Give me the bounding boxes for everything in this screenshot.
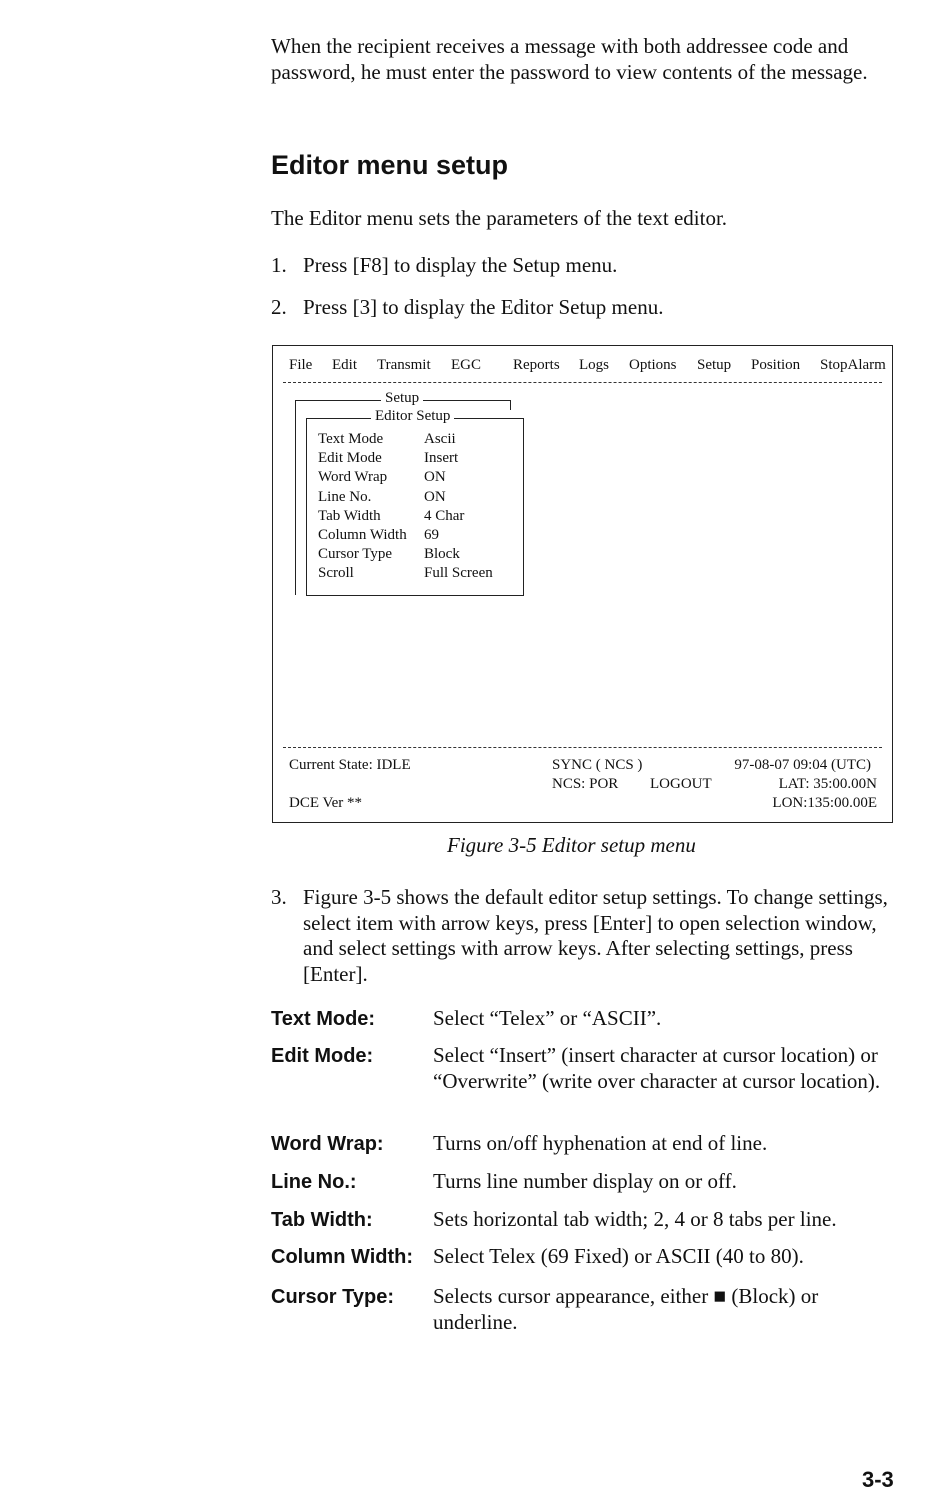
setting-label: Word Wrap bbox=[318, 469, 388, 486]
logout-status: LOGOUT bbox=[650, 776, 712, 792]
menu-options[interactable]: Options bbox=[629, 357, 677, 373]
step-number: 2. bbox=[271, 295, 287, 319]
setting-value: ON bbox=[424, 488, 446, 505]
step-number: 3. bbox=[271, 885, 287, 909]
current-state: Current State: IDLE bbox=[289, 757, 411, 773]
definition-term: Cursor Type: bbox=[271, 1286, 394, 1308]
setting-value: 4 Char bbox=[424, 507, 465, 524]
setting-value: Block bbox=[424, 546, 460, 563]
section-paragraph: The Editor menu sets the parameters of the text editor. bbox=[271, 206, 728, 230]
setting-label: Line No. bbox=[318, 488, 372, 505]
step-text: Press [3] to display the Editor Setup menu. bbox=[303, 295, 664, 319]
setting-label: Text Mode bbox=[318, 431, 384, 447]
definition-desc: Turns on/off hyphenation at end of line. bbox=[433, 1131, 768, 1155]
step-text: Press [F8] to display the Setup menu. bbox=[303, 253, 618, 277]
menu-file[interactable]: File bbox=[289, 357, 313, 373]
definition-term: Column Width: bbox=[271, 1246, 414, 1268]
menu-position[interactable]: Position bbox=[751, 357, 801, 373]
setting-label: Cursor Type bbox=[318, 546, 393, 563]
section-heading: Editor menu setup bbox=[271, 150, 509, 180]
step-text: Figure 3-5 shows the default editor setup settings. To change settings, select item with arrow keys, press [Enter] to open selection window, and select settings with arrow keys. After selecting settings, press [Enter]. bbox=[303, 885, 888, 986]
setting-label: Column Width bbox=[318, 526, 407, 543]
definition-desc: Turns line number display on or off. bbox=[433, 1169, 737, 1193]
definition-term: Line No.: bbox=[271, 1171, 357, 1193]
setting-value: Ascii bbox=[424, 431, 456, 447]
definition-term: Tab Width: bbox=[271, 1209, 373, 1231]
definition-term: Edit Mode: bbox=[271, 1045, 374, 1067]
setup-menu-title: Setup bbox=[381, 389, 423, 407]
menu-bar bbox=[289, 356, 886, 376]
dce-version: DCE Ver ** bbox=[289, 795, 363, 811]
definition-desc: Select Telex (69 Fixed) or ASCII (40 to 80). bbox=[433, 1244, 804, 1268]
page-number: 3-3 bbox=[862, 1467, 894, 1492]
menu-stopalarm[interactable]: StopAlarm bbox=[820, 357, 886, 373]
menu-divider bbox=[283, 382, 882, 383]
editor-setup-screen bbox=[272, 345, 893, 823]
setting-label: Edit Mode bbox=[318, 450, 382, 467]
menu-edit[interactable]: Edit bbox=[332, 357, 357, 373]
definition-desc: Selects cursor appearance, either ■ (Block) or underline. bbox=[433, 1284, 819, 1334]
setting-value: 69 bbox=[424, 526, 439, 543]
latitude: LAT: 35:00.00N bbox=[778, 776, 877, 792]
setting-value: Insert bbox=[424, 450, 459, 467]
frame-corner bbox=[510, 400, 511, 410]
menu-egc[interactable]: EGC bbox=[451, 357, 481, 373]
menu-reports[interactable]: Reports bbox=[513, 357, 560, 373]
status-divider bbox=[283, 747, 882, 748]
menu-logs[interactable]: Logs bbox=[579, 357, 609, 373]
sync-status: SYNC ( NCS ) bbox=[552, 757, 643, 773]
setting-label: Tab Width bbox=[318, 507, 381, 524]
date-time: 97-08-07 09:04 (UTC) bbox=[734, 757, 871, 773]
intro-paragraph: When the recipient receives a message with both addressee code and password, he must enter the password to view contents of the message. bbox=[271, 34, 868, 84]
menu-setup[interactable]: Setup bbox=[697, 357, 732, 373]
definition-desc: Select “Insert” (insert character at cursor location) or “Overwrite” (write over character at cursor location). bbox=[433, 1043, 881, 1093]
setting-value: Full Screen bbox=[424, 565, 493, 582]
definition-term: Text Mode: bbox=[271, 1008, 376, 1030]
longitude: LON:135:00.00E bbox=[772, 795, 877, 811]
setting-value: ON bbox=[424, 469, 446, 486]
definition-desc: Sets horizontal tab width; 2, 4 or 8 tabs per line. bbox=[433, 1207, 837, 1231]
setting-label: Scroll bbox=[318, 565, 354, 582]
step-number: 1. bbox=[271, 253, 287, 277]
ncs-status: NCS: POR bbox=[552, 776, 619, 792]
definition-term: Word Wrap: bbox=[271, 1133, 384, 1155]
definition-desc: Select “Telex” or “ASCII”. bbox=[433, 1006, 662, 1030]
menu-transmit[interactable]: Transmit bbox=[377, 357, 431, 373]
editor-setup-title: Editor Setup bbox=[371, 407, 454, 425]
figure-caption: Figure 3-5 Editor setup menu bbox=[447, 833, 696, 857]
